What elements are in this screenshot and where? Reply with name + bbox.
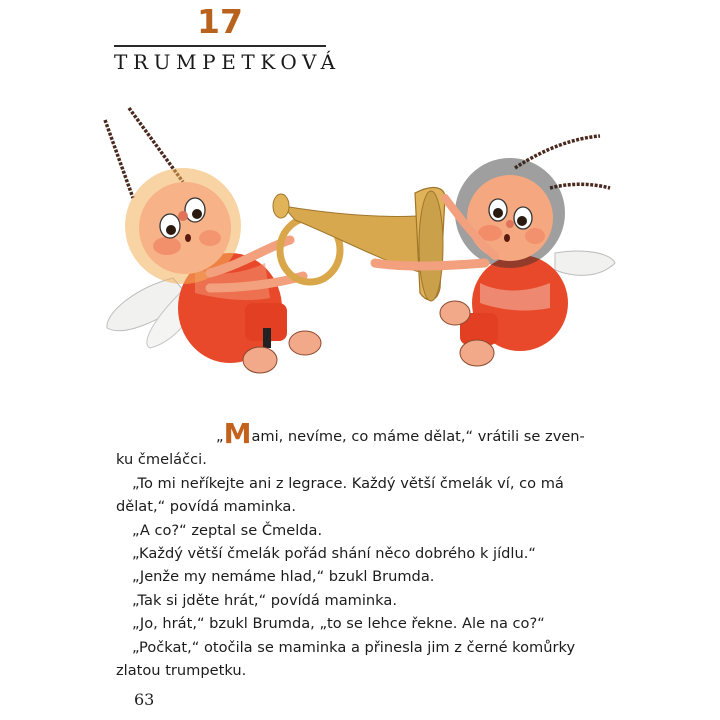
text-line: „Tak si jděte hrát,“ povídá maminka. — [132, 591, 397, 609]
chapter-rule — [114, 45, 326, 47]
text-line: dělat,“ povídá maminka. — [116, 498, 296, 516]
text-line: „Počkat,“ otočila se maminka a přinesla jim z černé komůrky — [132, 638, 576, 656]
opening-line-rest: ami, nevíme, co máme dělat,“ vrátili se zven- — [251, 428, 585, 445]
page-number: 63 — [134, 690, 155, 709]
opening-quote: „ — [216, 428, 224, 445]
golden-trumpet — [273, 188, 445, 301]
text-line: „Jo, hrát,“ bzukl Brumda, „to se lehce řekne. Ale na co?“ — [132, 615, 545, 633]
text-line: „Jenže my nemáme hlad,“ bzukl Brumda. — [132, 568, 435, 586]
text-line: „Každý větší čmelák pořád shání něco dobrého k jídlu.“ — [132, 545, 536, 563]
opening-paragraph — [116, 417, 586, 450]
text-line: „To mi neříkejte ani z legrace. Každý větší čmelák ví, co má — [132, 474, 564, 492]
chapter-number: 17 — [197, 2, 243, 41]
drop-cap: M — [223, 417, 252, 450]
text-line: „A co?“ zeptal se Čmelda. — [132, 521, 323, 539]
bumblebees-trumpet-illustration — [95, 98, 620, 383]
orange-bumblebee-figure — [105, 108, 321, 373]
story-text — [116, 417, 586, 682]
text-line: ku čmeláčci. — [116, 451, 207, 469]
text-line: zlatou trumpetku. — [116, 662, 247, 680]
chapter-title: TRUMPETKOVÁ — [114, 50, 341, 74]
